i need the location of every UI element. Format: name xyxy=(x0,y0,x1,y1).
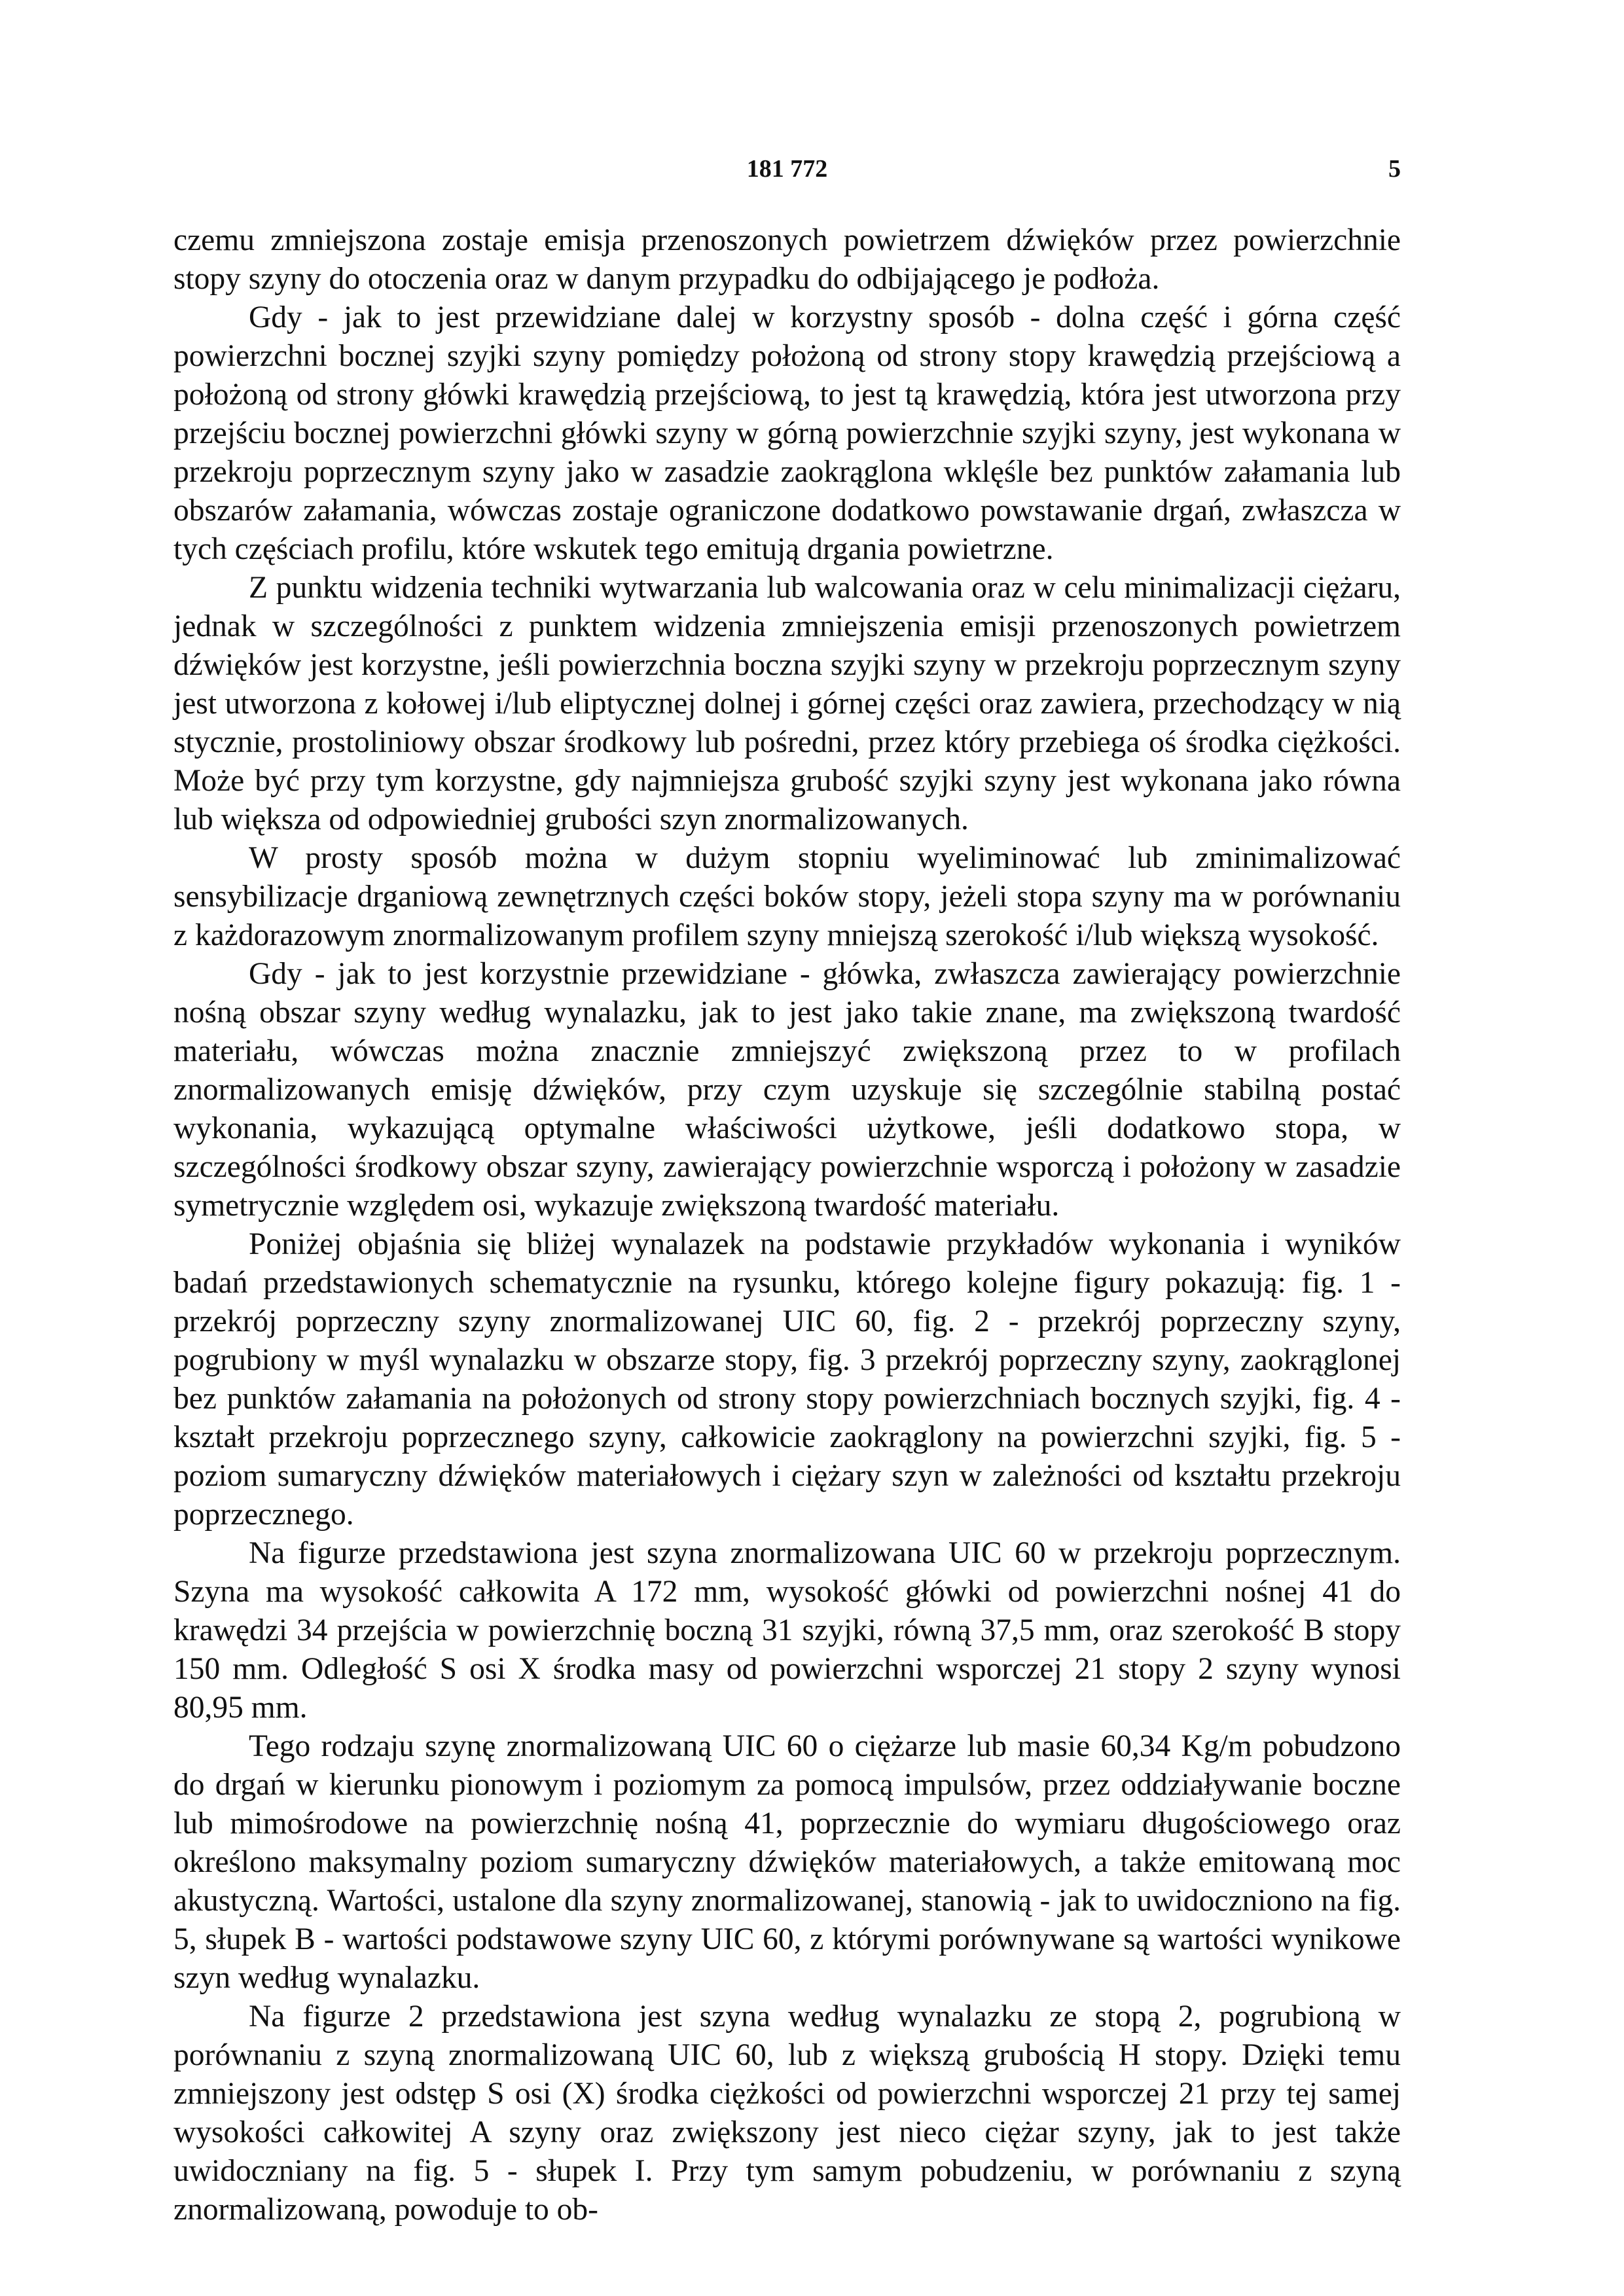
page-header xyxy=(173,149,1401,188)
document-number: 181 772 xyxy=(746,155,828,183)
paragraph: Na figurze 2 przedstawiona jest szyna według wynalazku ze stopą 2, pogrubioną w porównaniu z szyną znormalizowaną UIC 60, lub z większą grubością H stopy. Dzięki temu zmniejszony jest odstęp S osi (X) środka ciężkości od powierzchni wsporczej 21 przy tej samej wysokości całkowitej A szyny oraz zwiększony jest nieco ciężar szyny, jak to jest także uwidoczniany na fig. 5 - słupek I. Przy tym samym pobudzeniu, w porównaniu z szyną znormalizowaną, powoduje to ob- xyxy=(173,2000,1401,2227)
body-text xyxy=(173,221,1401,2229)
page-number: 5 xyxy=(1388,155,1401,183)
paragraph: W prosty sposób można w dużym stopniu wyeliminować lub zminimalizować sensybilizacje drganiową zewnętrznych części boków stopy, jeżeli stopa szyny ma w porównaniu z każdorazowym znormalizowanym profilem szyny mniejszą szerokość i/lub większą wysokość. xyxy=(173,841,1401,952)
paragraph: Gdy - jak to jest przewidziane dalej w korzystny sposób - dolna część i górna część powierzchni bocznej szyjki szyny pomiędzy położoną od strony stopy krawędzią przejściową a położoną od strony główki krawędzią przejściową, to jest tą krawędzią, która jest utworzona przy przejściu bocznej powierzchni główki szyny w górną powierzchnie szyjki szyny, jest wykonana w przekroju poprzecznym szyny jako w zasadzie zaokrąglona wklęśle bez punktów załamania lub obszarów załamania, wówczas zostaje ograniczone dodatkowo powstawanie drgań, zwłaszcza w tych częściach profilu, które wskutek tego emitują drgania powietrzne. xyxy=(173,300,1401,566)
paragraph: Gdy - jak to jest korzystnie przewidziane - główka, zwłaszcza zawierający powierzchnie nośną obszar szyny według wynalazku, jak to jest jako takie znane, ma zwiększoną twardość materiału, wówczas można znacznie zmniejszyć zwiększoną przez to w profilach znormalizowanych emisję dźwięków, przy czym uzyskuje się szczególnie stabilną postać wykonania, wykazującą optymalne właściwości użytkowe, jeśli dodatkowo stopa, w szczególności środkowy obszar szyny, zawierający powierzchnie wsporczą i położony w zasadzie symetrycznie względem osi, wykazuje zwiększoną twardość materiału. xyxy=(173,957,1401,1223)
paragraph: Na figurze przedstawiona jest szyna znormalizowana UIC 60 w przekroju poprzecznym. Szyna ma wysokość całkowita A 172 mm, wysokość główki od powierzchni nośnej 41 do krawędzi 34 przejścia w powierzchnię boczną 31 szyjki, równą 37,5 mm, oraz szerokość B stopy 150 mm. Odległość S osi X środka masy od powierzchni wsporczej 21 stopy 2 szyny wynosi 80,95 mm. xyxy=(173,1536,1401,1725)
paragraph: Z punktu widzenia techniki wytwarzania lub walcowania oraz w celu minimalizacji ciężaru, jednak w szczególności z punktem widzenia zmniejszenia emisji przenoszonych powietrzem dźwięków jest korzystne, jeśli powierzchnia boczna szyjki szyny w przekroju poprzecznym szyny jest utworzona z kołowej i/lub eliptycznej dolnej i górnej części oraz zawiera, przechodzący w nią stycznie, prostoliniowy obszar środkowy lub pośredni, przez który przebiega oś środka ciężkości. Może być przy tym korzystne, gdy najmniejsza grubość szyjki szyny jest wykonana jako równa lub większa od odpowiedniej grubości szyn znormalizowanych. xyxy=(173,571,1401,836)
paragraph: Poniżej objaśnia się bliżej wynalazek na podstawie przykładów wykonania i wyników badań przedstawionych schematycznie na rysunku, którego kolejne figury pokazują: fig. 1 - przekrój poprzeczny szyny znormalizowanej UIC 60, fig. 2 - przekrój poprzeczny szyny, pogrubiony w myśl wynalazku w obszarze stopy, fig. 3 przekrój poprzeczny szyny, zaokrąglonej bez punktów załamania na położonych od strony stopy powierzchniach bocznych szyjki, fig. 4 - kształt przekroju poprzecznego szyny, całkowicie zaokrąglony na powierzchni szyjki, fig. 5 - poziom sumaryczny dźwięków materiałowych i ciężary szyn w zależności od kształtu przekroju poprzecznego. xyxy=(173,1227,1401,1532)
paragraph: Tego rodzaju szynę znormalizowaną UIC 60 o ciężarze lub masie 60,34 Kg/m pobudzono do drgań w kierunku pionowym i poziomym za pomocą impulsów, przez oddziaływanie boczne lub mimośrodowe na powierzchnię nośną 41, poprzecznie do wymiaru długościowego oraz określono maksymalny poziom sumaryczny dźwięków materiałowych, a także emitowaną moc akustyczną. Wartości, ustalone dla szyny znormalizowanej, stanowią - jak to uwidoczniono na fig. 5, słupek B - wartości podstawowe szyny UIC 60, z którymi porównywane są wartości wynikowe szyn według wynalazku. xyxy=(173,1729,1401,1995)
paragraph-continuation: czemu zmniejszona zostaje emisja przenoszonych powietrzem dźwięków przez powierzchnie stopy szyny do otoczenia oraz w danym przypadku do odbijającego je podłoża. xyxy=(173,223,1401,296)
